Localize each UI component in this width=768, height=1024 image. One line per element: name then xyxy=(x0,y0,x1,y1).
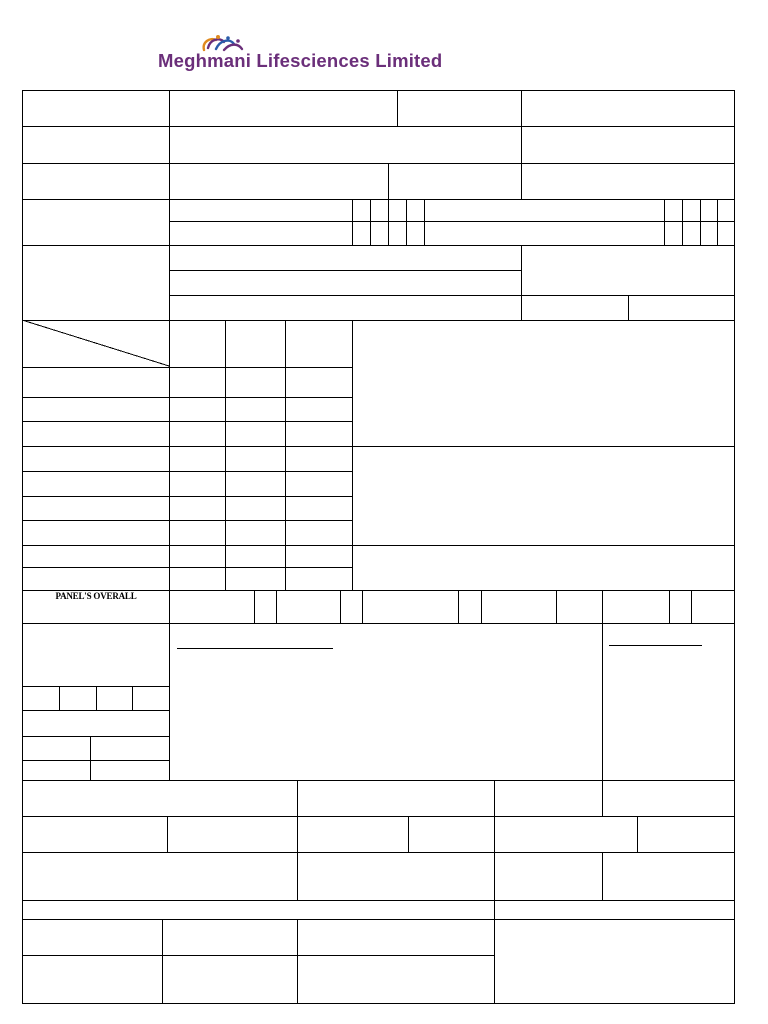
form-outer-border xyxy=(23,91,735,1004)
company-name: Meghmani Lifesciences Limited xyxy=(158,50,443,71)
diagonal-header-line xyxy=(22,320,169,366)
panel-overall-label: PANEL'S OVERALL xyxy=(55,591,137,601)
